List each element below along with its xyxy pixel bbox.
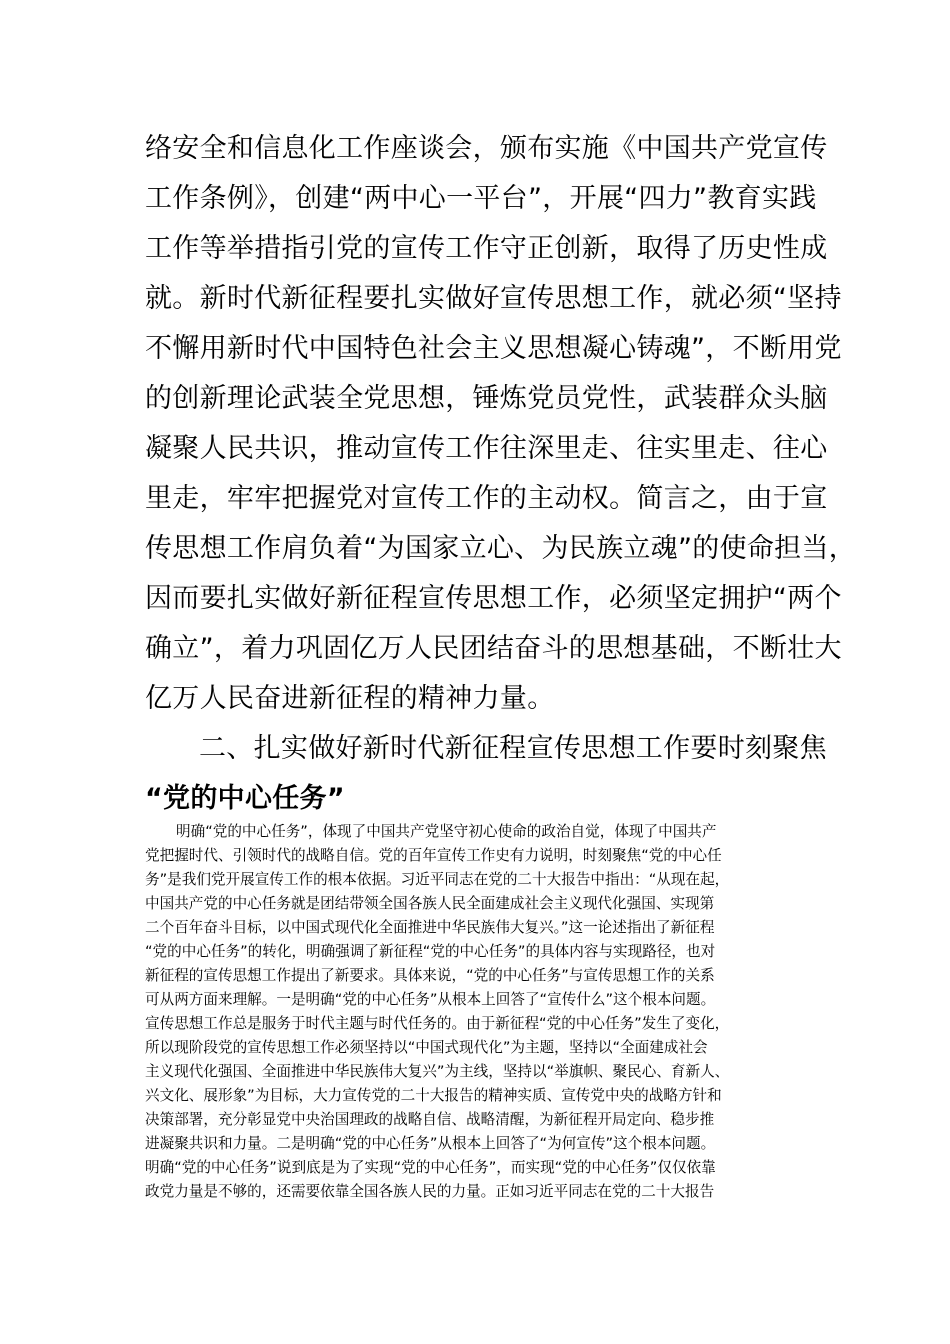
text-line: 二个百年奋斗目标，以中国式现代化全面推进中华民族伟大复兴。”这一论述指出了新征程	[145, 919, 715, 936]
text-line: 工作等举措指引党的宣传工作守正创新，取得了历史性成	[145, 233, 828, 264]
text-line: 络安全和信息化工作座谈会，颁布实施《中国共产党宣传	[145, 133, 828, 164]
text-line: 新征程的宣传思想工作提出了新要求。具体来说，“党的中心任务”与宣传思想工作的关系	[145, 967, 715, 984]
text-line: “党的中心任务”的转化，明确强调了新征程“党的中心任务”的具体内容与实现路径，也对	[145, 943, 716, 960]
text-line: 亿万人民奋进新征程的精神力量。	[145, 683, 555, 714]
text-line: 明确“党的中心任务”，体现了中国共产党坚守初心使命的政治自觉，体现了中国共产	[176, 823, 717, 840]
text-line: 不懈用新时代中国特色社会主义思想凝心铸魂”，不断用党	[145, 333, 842, 364]
text-line: 宣传思想工作总是服务于时代主题与时代任务的。由于新征程“党的中心任务”发生了变化，	[145, 1015, 730, 1032]
section-heading: 二、扎实做好新时代新征程宣传思想工作要时刻聚焦	[199, 733, 827, 764]
text-line: 进凝聚共识和力量。二是明确“党的中心任务”从根本上回答了“为何宣传”这个根本问题。	[145, 1135, 716, 1152]
text-line: 的创新理论武装全党思想，锤炼党员党性，武装群众头脑	[145, 383, 828, 414]
text-line: 务”是我们党开展宣传工作的根本依据。习近平同志在党的二十大报告中指出：“从现在起，	[145, 871, 730, 888]
text-line: 党把握时代、引领时代的战略自信。党的百年宣传工作史有力说明，时刻聚焦“党的中心任	[145, 847, 722, 864]
text-line: 明确“党的中心任务”说到底是为了实现“党的中心任务”，而实现“党的中心任务”仅仅依靠	[145, 1159, 716, 1176]
text-line: 传思想工作肩负着“为国家立心、为民族立魂”的使命担当，	[145, 533, 857, 564]
text-line: 可从两方面来理解。一是明确“党的中心任务”从根本上回答了“宣传什么”这个根本问题。	[145, 991, 716, 1008]
text-line: 主义现代化强国、全面推进中华民族伟大复兴”为主线，坚持以“举旗帜、聚民心、育新人、	[145, 1063, 730, 1080]
section-heading: “党的中心任务”	[145, 783, 345, 814]
text-line: 兴文化、展形象”为目标，大力宣传党的二十大报告的精神实质、宣传党中央的战略方针和	[145, 1087, 722, 1104]
text-line: 政党力量是不够的，还需要依靠全国各族人民的力量。正如习近平同志在党的二十大报告	[145, 1183, 715, 1200]
text-line: 因而要扎实做好新征程宣传思想工作，必须坚定拥护“两个	[145, 583, 842, 614]
text-line: 工作条例》，创建“两中心一平台”，开展“四力”教育实践	[145, 183, 817, 214]
text-line: 就。新时代新征程要扎实做好宣传思想工作，就必须“坚持	[145, 283, 842, 314]
text-line: 凝聚人民共识，推动宣传工作往深里走、往实里走、往心	[145, 433, 828, 464]
text-line: 里走，牢牢把握党对宣传工作的主动权。简言之，由于宣	[145, 483, 828, 514]
text-line: 决策部署，充分彰显党中央治国理政的战略自信、战略清醒，为新征程开局定向、稳步推	[145, 1111, 715, 1128]
text-line: 中国共产党的中心任务就是团结带领全国各族人民全面建成社会主义现代化强国、实现第	[145, 895, 715, 912]
text-line: 确立”，着力巩固亿万人民团结奋斗的思想基础，不断壮大	[145, 633, 842, 664]
text-line: 所以现阶段党的宣传思想工作必须坚持以“中国式现代化”为主题，坚持以“全面建成社会	[145, 1039, 708, 1056]
